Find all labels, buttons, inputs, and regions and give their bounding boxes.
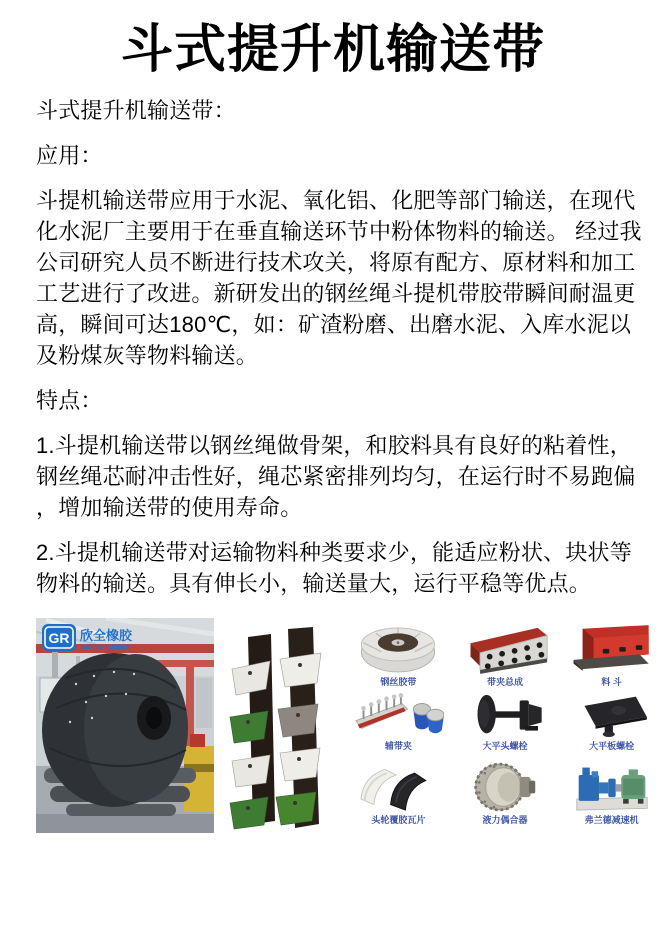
text-line: 及粉煤灰等物料输送。 — [36, 343, 259, 369]
text-line: 公司研究人员不断进行技术攻关，将原有配方、原材料和加工 — [36, 250, 636, 276]
product-label: 大平头螺栓 — [482, 741, 528, 752]
hopper-icon — [568, 622, 656, 674]
product-label: 弗兰德减速机 — [584, 815, 639, 826]
text-line: 1.斗提机输送带以钢丝绳做骨架，和胶料具有良好的粘着性， — [36, 433, 632, 459]
factory-belt-roll-illustration — [36, 618, 214, 833]
accessories-grid — [345, 613, 665, 825]
product-label: 液力偶合器 — [482, 815, 528, 826]
belt-clamp-assembly-icon — [459, 622, 551, 674]
brand-name-en: GRAND RUBBER — [81, 645, 131, 652]
product-flender-reducer — [558, 751, 665, 825]
text-line: 斗式提升机输送带： — [36, 98, 236, 124]
text-line: 化水泥厂主要用于在垂直输送环节中粉体物料的输送。 经过我 — [36, 219, 642, 245]
text-line: ，增加输送带的使用寿命。 — [36, 495, 303, 521]
text-line: 高，瞬间可达180℃，如：矿渣粉磨、出磨水泥、入库水泥以 — [36, 312, 632, 338]
brand-name-cn: 欣全橡胶 — [80, 628, 133, 644]
text-line: 工艺进行了改进。新研发出的钢丝绳斗提机带胶带瞬间耐温更 — [36, 281, 636, 307]
product-flat-plate-bolt — [558, 687, 665, 751]
flender-reducer-icon — [567, 762, 657, 812]
flat-head-bolt-icon — [461, 692, 549, 738]
application-paragraph — [36, 185, 646, 371]
elevator-buckets-photo — [228, 625, 334, 835]
aux-belt-clip-icon — [352, 692, 444, 738]
page-title: 斗式提升机输送带 — [120, 21, 545, 79]
product-label: 头轮覆胶瓦片 — [371, 815, 426, 826]
steel-cord-belt-icon — [354, 624, 442, 674]
document-body — [36, 95, 646, 599]
text-line: 应用： — [36, 143, 103, 169]
brand-logo — [42, 624, 133, 651]
flat-plate-bolt-icon — [568, 692, 656, 738]
text-line: 特点： — [36, 388, 103, 414]
image-gallery — [0, 613, 666, 853]
product-label: 辅带夹 — [384, 741, 412, 752]
fluid-coupling-icon — [461, 762, 549, 812]
intro-heading — [36, 95, 646, 126]
product-fluid-coupling — [452, 751, 559, 825]
feature-1-paragraph — [36, 430, 646, 523]
product-flat-head-bolt — [452, 687, 559, 751]
product-belt-clamp-assembly — [452, 613, 559, 687]
product-label: 大平板螺栓 — [589, 741, 635, 752]
text-line: 2.斗提机输送带对运输物料种类要求少，能适应粉状、块状等 — [36, 540, 632, 566]
brand-monogram: GR — [48, 630, 70, 647]
product-label: 料 斗 — [601, 677, 622, 688]
factory-belt-roll-photo — [36, 618, 214, 833]
application-heading — [36, 140, 646, 171]
product-label: 带夹总成 — [486, 677, 523, 688]
product-label: 钢丝胶带 — [380, 677, 417, 688]
features-heading — [36, 385, 646, 416]
head-pulley-lagging-icon — [353, 762, 443, 812]
feature-2-paragraph — [36, 537, 646, 599]
product-aux-belt-clip — [345, 687, 452, 751]
elevator-buckets-illustration — [228, 625, 334, 835]
text-line: 物料的输送。具有伸长小，输送量大，运行平稳等优点。 — [36, 571, 592, 597]
text-line: 斗提机输送带应用于水泥、氧化铝、化肥等部门输送，在现代 — [36, 188, 636, 214]
product-head-pulley-lagging — [345, 751, 452, 825]
product-steel-cord-belt — [345, 613, 452, 687]
text-line: 钢丝绳芯耐冲击性好，绳芯紧密排列均匀，在运行时不易跑偏 — [36, 464, 636, 490]
product-hopper — [558, 613, 665, 687]
